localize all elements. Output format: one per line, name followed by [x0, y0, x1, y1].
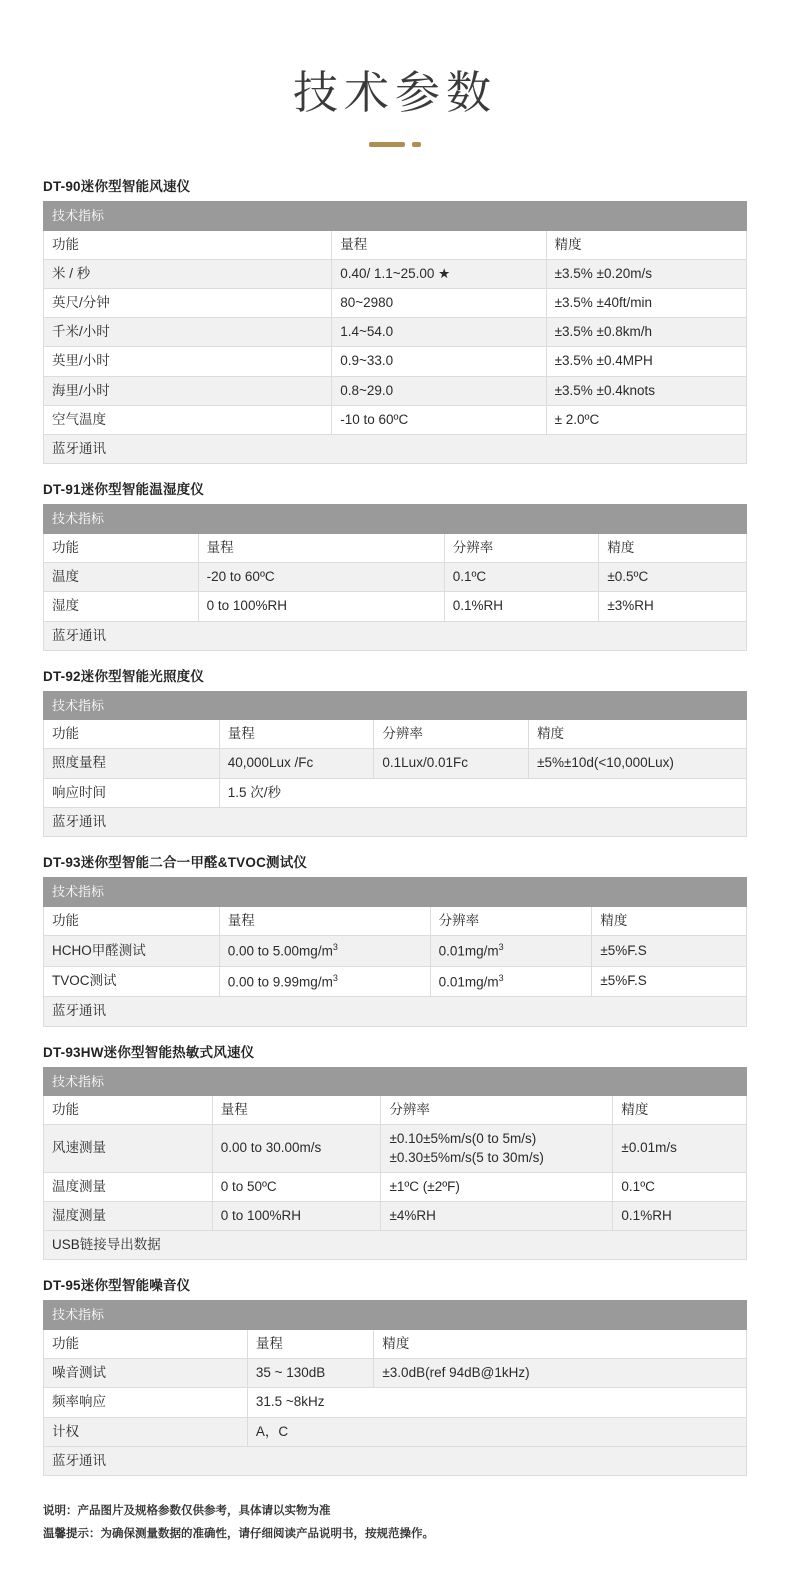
cell: 英里/小时 — [44, 347, 332, 376]
column-header: 功能 — [44, 1329, 248, 1358]
table-row — [44, 592, 747, 621]
column-header: 量程 — [247, 1329, 374, 1358]
section-dt91 — [43, 478, 747, 650]
column-header: 功能 — [44, 720, 220, 749]
table-header-label: 技术指标 — [44, 691, 747, 720]
column-header: 精度 — [599, 533, 747, 562]
table-row — [44, 347, 747, 376]
cell: 31.5 ~8kHz — [247, 1388, 746, 1417]
table-header-label: 技术指标 — [44, 1067, 747, 1096]
table-row — [44, 1172, 747, 1201]
table-row — [44, 405, 747, 434]
cell: 1.5 次/秒 — [219, 778, 746, 807]
spec-table — [43, 201, 747, 464]
cell: 0.00 to $5.00mg/m^3$ — [219, 935, 430, 966]
column-header: 量程 — [219, 906, 430, 935]
cell: 0.40/ 1.1~25.00 ★ — [332, 259, 546, 288]
spec-table — [43, 1300, 747, 1476]
cell: ±0.01m/s — [613, 1125, 747, 1172]
table-row — [44, 778, 747, 807]
cell: $0.01mg/m^3$ — [430, 966, 592, 997]
cell: ±0.5ºC — [599, 563, 747, 592]
cell: 40,000Lux /Fc — [219, 749, 374, 778]
table-footer-row — [44, 1231, 747, 1260]
resolution-line-1: ±0.10±5%m/s(0 to 5m/s) — [389, 1131, 537, 1147]
cell: 0.1%RH — [613, 1201, 747, 1230]
table-row — [44, 288, 747, 317]
cell: 0 to 100%RH — [198, 592, 444, 621]
cell: ±3%RH — [599, 592, 747, 621]
note-disclaimer: 说明：产品图片及规格参数仅供参考，具体请以实物为准 — [43, 1505, 331, 1518]
table-header-row — [44, 1301, 747, 1330]
cell: 响应时间 — [44, 778, 220, 807]
footer-label: USB链接导出数据 — [44, 1231, 747, 1260]
column-header: 精度 — [613, 1096, 747, 1125]
cell: 温度 — [44, 563, 199, 592]
column-header: 精度 — [592, 906, 747, 935]
cell: 0.00 to 30.00m/s — [212, 1125, 381, 1172]
table-row — [44, 318, 747, 347]
divider-dot — [412, 142, 421, 147]
cell: ±5%F.S — [592, 935, 747, 966]
table-footer-row — [44, 621, 747, 650]
cell: 风速测量 — [44, 1125, 213, 1172]
table-footer-row — [44, 807, 747, 836]
table-column-row — [44, 230, 747, 259]
cell: 0 to 50ºC — [212, 1172, 381, 1201]
notes-block — [43, 1500, 747, 1576]
table-row — [44, 1201, 747, 1230]
table-column-row — [44, 906, 747, 935]
section-title: DT-91迷你型智能温湿度仪 — [43, 482, 205, 498]
cell: -10 to 60ºC — [332, 405, 546, 434]
column-header: 功能 — [44, 533, 199, 562]
column-header: 精度 — [546, 230, 746, 259]
cell: 频率响应 — [44, 1388, 248, 1417]
cell: 米 / 秒 — [44, 259, 332, 288]
table-row — [44, 563, 747, 592]
section-title: DT-93迷你型智能二合一甲醛&TVOC测试仪 — [43, 855, 308, 871]
section-title: DT-93HW迷你型智能热敏式风速仪 — [43, 1044, 255, 1060]
table-column-row — [44, 720, 747, 749]
column-header: 精度 — [374, 1329, 747, 1358]
cell: ± 2.0ºC — [546, 405, 746, 434]
note-tip: 温馨提示：为确保测量数据的准确性，请仔细阅读产品说明书，按规范操作。 — [43, 1528, 434, 1541]
section-dt93hw — [43, 1041, 747, 1261]
table-header-label: 技术指标 — [44, 505, 747, 534]
cell: 海里/小时 — [44, 376, 332, 405]
table-row — [44, 1388, 747, 1417]
column-header: 分辨率 — [430, 906, 592, 935]
cell: ±3.0dB(ref 94dB@1kHz) — [374, 1359, 747, 1388]
table-row — [44, 935, 747, 966]
section-dt90 — [43, 175, 747, 464]
column-header: 分辨率 — [444, 533, 599, 562]
footer-label: 蓝牙通讯 — [44, 1446, 747, 1475]
resolution-line-2: ±0.30±5%m/s(5 to 30m/s) — [389, 1149, 544, 1165]
table-row — [44, 966, 747, 997]
footer-label: 蓝牙通讯 — [44, 621, 747, 650]
cell: 英尺/分钟 — [44, 288, 332, 317]
cell: TVOC测试 — [44, 966, 220, 997]
column-header: 功能 — [44, 906, 220, 935]
cell: 照度量程 — [44, 749, 220, 778]
column-header: 分辨率 — [381, 1096, 613, 1125]
table-header-row — [44, 1067, 747, 1096]
cell: 千米/小时 — [44, 318, 332, 347]
table-header-row — [44, 691, 747, 720]
cell: 湿度 — [44, 592, 199, 621]
table-row — [44, 1359, 747, 1388]
table-row — [44, 1125, 747, 1172]
table-footer-row — [44, 435, 747, 464]
cell: ±4%RH — [381, 1201, 613, 1230]
column-header: 量程 — [219, 720, 374, 749]
table-footer-row — [44, 997, 747, 1026]
cell: ±5%F.S — [592, 966, 747, 997]
table-column-row — [44, 1096, 747, 1125]
table-column-row — [44, 1329, 747, 1358]
cell: ±5%±10d(<10,000Lux) — [529, 749, 747, 778]
section-dt95 — [43, 1274, 747, 1476]
table-column-row — [44, 533, 747, 562]
column-header: 量程 — [212, 1096, 381, 1125]
cell: 0.1%RH — [444, 592, 599, 621]
spec-table — [43, 691, 747, 837]
table-row — [44, 1417, 747, 1446]
cell: ±3.5% ±0.4MPH — [546, 347, 746, 376]
cell: $0.01mg/m^3$ — [430, 935, 592, 966]
cell: ±3.5% ±0.4knots — [546, 376, 746, 405]
table-header-row — [44, 878, 747, 907]
spec-table — [43, 877, 747, 1026]
cell: 0.00 to $9.99mg/m^3$ — [219, 966, 430, 997]
column-header: 精度 — [529, 720, 747, 749]
cell: 1.4~54.0 — [332, 318, 546, 347]
cell: 80~2980 — [332, 288, 546, 317]
table-header-row — [44, 202, 747, 231]
cell: 噪音测试 — [44, 1359, 248, 1388]
section-title: DT-90迷你型智能风速仪 — [43, 179, 191, 194]
column-header: 功能 — [44, 1096, 213, 1125]
cell: 0.9~33.0 — [332, 347, 546, 376]
cell: 0.1Lux/0.01Fc — [374, 749, 529, 778]
column-header: 功能 — [44, 230, 332, 259]
cell: ±1ºC (±2ºF) — [381, 1172, 613, 1201]
cell: ±3.5% ±0.8km/h — [546, 318, 746, 347]
footer-label: 蓝牙通讯 — [44, 807, 747, 836]
cell: 0 to 100%RH — [212, 1201, 381, 1230]
title-divider — [43, 142, 747, 147]
cell: ±3.5% ±0.20m/s — [546, 259, 746, 288]
cell: -20 to 60ºC — [198, 563, 444, 592]
footer-label: 蓝牙通讯 — [44, 435, 747, 464]
cell: 35 ~ 130dB — [247, 1359, 374, 1388]
cell: 计权 — [44, 1417, 248, 1446]
table-header-row — [44, 505, 747, 534]
cell: 0.1ºC — [613, 1172, 747, 1201]
column-header: 分辨率 — [374, 720, 529, 749]
table-header-label: 技术指标 — [44, 202, 747, 231]
cell: A，C — [247, 1417, 746, 1446]
section-dt93 — [43, 851, 747, 1026]
table-header-label: 技术指标 — [44, 878, 747, 907]
cell: 0.8~29.0 — [332, 376, 546, 405]
cell-resolution — [381, 1125, 613, 1172]
cell: 空气温度 — [44, 405, 332, 434]
divider-bar — [369, 142, 405, 147]
table-header-label: 技术指标 — [44, 1301, 747, 1330]
footer-label: 蓝牙通讯 — [44, 997, 747, 1026]
section-title: DT-92迷你型智能光照度仪 — [43, 668, 205, 684]
table-row — [44, 376, 747, 405]
page-title: 技术参数 — [292, 67, 497, 118]
section-dt92 — [43, 665, 747, 837]
cell: 0.1ºC — [444, 563, 599, 592]
cell: ±3.5% ±40ft/min — [546, 288, 746, 317]
column-header: 量程 — [198, 533, 444, 562]
spec-table — [43, 1067, 747, 1261]
table-row — [44, 749, 747, 778]
table-row — [44, 259, 747, 288]
column-header: 量程 — [332, 230, 546, 259]
cell: 湿度测量 — [44, 1201, 213, 1230]
spec-table — [43, 504, 747, 650]
cell: HCHO甲醛测试 — [44, 935, 220, 966]
table-footer-row — [44, 1446, 747, 1475]
section-title: DT-95迷你型智能噪音仪 — [43, 1278, 191, 1294]
cell: 温度测量 — [44, 1172, 213, 1201]
